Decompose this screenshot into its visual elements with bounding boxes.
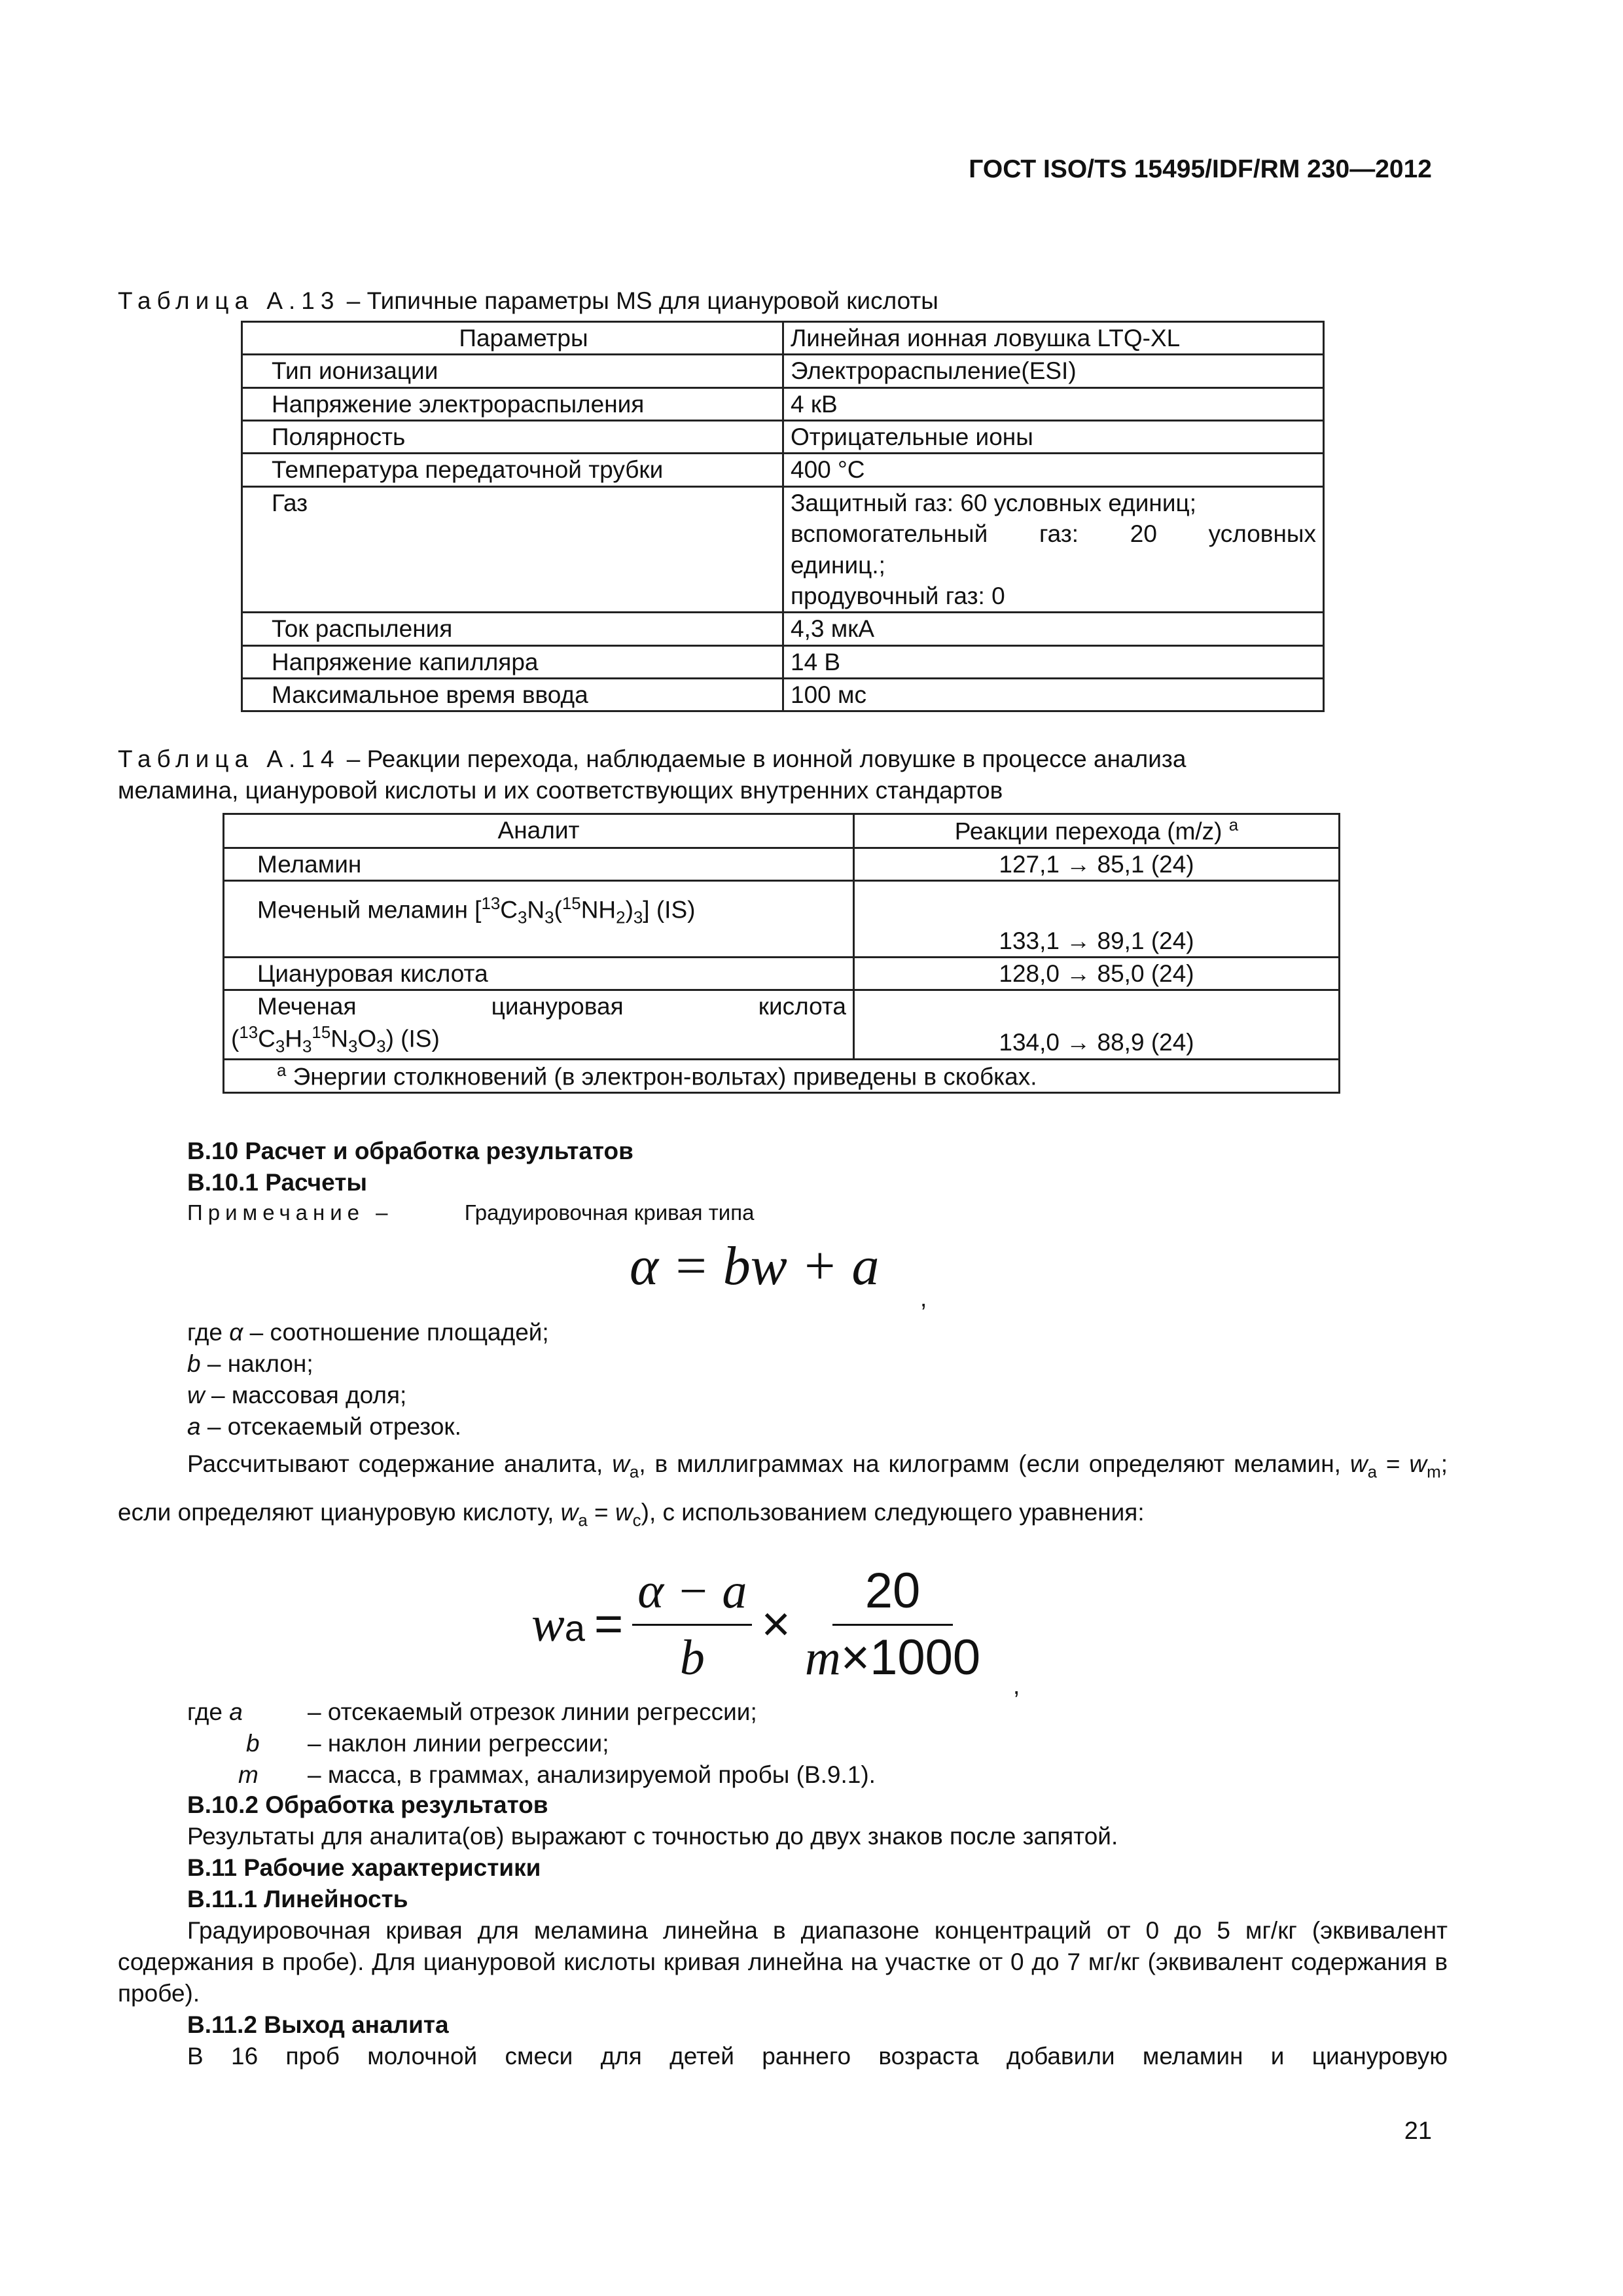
symbol: b	[187, 1350, 201, 1377]
table-footnote	[224, 1059, 1340, 1093]
table14-label: Таблица А.14	[118, 745, 340, 772]
analyte-text: N	[330, 1025, 348, 1052]
definition: – массовая доля;	[204, 1382, 407, 1408]
table13-label: Таблица А.13	[118, 287, 340, 314]
page-number: 21	[1404, 2117, 1432, 2145]
symbol: w	[612, 1450, 630, 1477]
symbol: m	[238, 1761, 259, 1788]
subscript: a	[564, 1607, 585, 1649]
note-label: Примечание –	[187, 1200, 393, 1225]
paragraph-rounding: Результаты для аналита(ов) выражают с точностью до двух знаков после запятой.	[187, 1823, 1118, 1850]
isotope: 15	[562, 895, 581, 914]
table-cell: 400 °С	[783, 454, 1324, 486]
where-word: где	[187, 1698, 230, 1725]
table-cell	[224, 881, 854, 958]
analyte-text: NH	[580, 896, 616, 924]
analyte-text: Меченый меламин [	[257, 896, 482, 924]
definition: – соотношение площадей;	[243, 1319, 549, 1346]
fraction-mass	[800, 1559, 986, 1691]
analyte-text: ) (IS)	[385, 1025, 440, 1052]
subscript: 3	[376, 1037, 386, 1056]
table-cell: Максимальное время ввода	[242, 678, 783, 711]
symbol: b	[246, 1730, 260, 1757]
formula-comma: ,	[1013, 1672, 1020, 1699]
symbol: w	[615, 1499, 633, 1526]
definition: – наклон линии регрессии;	[308, 1730, 609, 1757]
text: Рассчитывают содержание аналита,	[187, 1450, 613, 1477]
table-header-cell: Аналит	[224, 814, 854, 848]
subscript: 3	[348, 1037, 358, 1056]
where-word: где	[187, 1319, 230, 1346]
table-header-row	[224, 814, 1340, 848]
gas-line: единиц.;	[791, 551, 885, 579]
table-cell	[224, 990, 854, 1059]
table-header-cell	[854, 814, 1340, 848]
table-row	[242, 486, 1324, 612]
subscript: 2	[616, 908, 626, 927]
analyte-line: Меченая циануровая кислота	[257, 993, 846, 1020]
formula-lhs	[531, 1592, 585, 1657]
table-row	[224, 958, 1340, 990]
table-cell: 134,0 → 88,9 (24)	[854, 990, 1340, 1059]
analyte-text: )	[625, 896, 633, 924]
document-header: ГОСТ ISO/TS 15495/IDF/RM 230—2012	[969, 155, 1432, 183]
symbol: w	[1409, 1450, 1427, 1477]
table-row	[224, 881, 1340, 958]
isotope: 13	[481, 895, 501, 914]
table-cell-gas	[783, 486, 1324, 612]
table-cell: Меламин	[224, 848, 854, 880]
section-heading: В.10 Расчет и обработка результатов	[187, 1138, 633, 1164]
table-cell: Ток распыления	[242, 613, 783, 645]
text: =	[587, 1499, 615, 1526]
text: ; если определяют циануровую кислоту,	[118, 1450, 1448, 1526]
subscript: 3	[633, 908, 643, 927]
symbol: α	[229, 1319, 243, 1346]
table-cell: Газ	[242, 486, 783, 612]
gas-line: Защитный газ: 60 условных единиц;	[791, 489, 1196, 516]
gas-line: вспомогательный газ: 20 условных	[791, 520, 1316, 548]
numerator: 20	[832, 1559, 954, 1626]
section-heading: В.10.2 Обработка результатов	[187, 1791, 548, 1818]
formula-comma: ,	[920, 1285, 927, 1312]
symbol: w	[187, 1382, 205, 1408]
subscript: m	[1427, 1463, 1441, 1482]
isotope: 15	[312, 1023, 331, 1042]
table-row	[242, 613, 1324, 645]
subscript: a	[578, 1511, 588, 1530]
legend-a2	[187, 1696, 243, 1728]
symbol: a	[187, 1413, 201, 1440]
section-heading: В.11.1 Линейность	[187, 1886, 408, 1912]
text: =	[1377, 1450, 1410, 1477]
denominator	[800, 1626, 986, 1691]
table-cell: Полярность	[242, 421, 783, 454]
numerator: α − a	[632, 1559, 752, 1626]
text: ), с использованием следующего уравнения:	[641, 1499, 1145, 1526]
table-a14	[223, 813, 1340, 1094]
legend-b	[187, 1348, 313, 1380]
subscript: a	[629, 1463, 639, 1482]
table14-title-line2: меламина, циануровой кислоты и их соответствующих внутренних стандартов	[118, 777, 1003, 804]
symbol: w	[1349, 1450, 1368, 1477]
table-cell: 133,1 → 89,1 (24)	[854, 881, 1340, 958]
table-row	[224, 848, 1340, 880]
isotope: 13	[239, 1023, 259, 1042]
table-header-cell: Линейная ионная ловушка LTQ-XL	[783, 322, 1324, 355]
table-footnote-row	[224, 1059, 1340, 1093]
table-row	[242, 678, 1324, 711]
subscript: 3	[302, 1037, 312, 1056]
table-row	[242, 355, 1324, 387]
section-heading: В.11 Рабочие характеристики	[187, 1854, 541, 1881]
table-row	[242, 387, 1324, 420]
table-cell: 100 мс	[783, 678, 1324, 711]
subscript: 3	[275, 1037, 285, 1056]
table-cell: 14 В	[783, 645, 1324, 678]
table-a13	[241, 321, 1325, 712]
number: 1000	[870, 1629, 981, 1685]
table-row	[224, 990, 1340, 1059]
paragraph-calculation	[118, 1444, 1448, 1541]
paragraph-recovery: В 16 проб молочной смеси для детей раннего возраста добавили меламин и циануровую	[187, 2043, 1448, 2070]
analyte-line	[231, 1022, 846, 1058]
table13-caption	[118, 285, 938, 317]
analyte-text: C	[500, 896, 518, 924]
text: , в миллиграммах на килограмм (если определяют меламин,	[639, 1450, 1350, 1477]
fraction-regression	[632, 1559, 752, 1691]
legend-b2	[246, 1728, 260, 1759]
gas-line: продувочный газ: 0	[791, 582, 1005, 609]
definition: – отсекаемый отрезок линии регрессии;	[308, 1698, 757, 1725]
analyte-text: (	[231, 1025, 240, 1052]
note	[187, 1199, 754, 1227]
table-cell: Электрораспыление(ESI)	[783, 355, 1324, 387]
table-row	[242, 421, 1324, 454]
symbol: w	[531, 1596, 565, 1652]
analyte-text: ] (IS)	[643, 896, 696, 924]
footnote-text: Энергии столкновений (в электрон-вольтах) приведены в скобках.	[286, 1062, 1037, 1090]
footnote-ref: a	[1228, 816, 1239, 834]
section-heading: В.10.1 Расчеты	[187, 1169, 367, 1196]
table-cell: 4 кВ	[783, 387, 1324, 420]
table-cell: Тип ионизации	[242, 355, 783, 387]
table-row	[242, 454, 1324, 486]
table-header-cell: Параметры	[242, 322, 783, 355]
formula-calibration: α = bw + a	[630, 1236, 880, 1297]
legend-m	[238, 1759, 259, 1791]
subscript: a	[1367, 1463, 1377, 1482]
analyte-text: O	[357, 1025, 377, 1052]
table-row	[242, 645, 1324, 678]
table-cell: Циануровая кислота	[224, 958, 854, 990]
times-sign: ×	[761, 1596, 791, 1652]
table-cell: Напряжение капилляра	[242, 645, 783, 678]
definition: – отсекаемый отрезок.	[200, 1413, 461, 1440]
note-text: Градуировочная кривая типа	[464, 1200, 755, 1225]
legend-alpha	[187, 1317, 549, 1348]
subscript: 3	[518, 908, 527, 927]
times-sign: ×	[840, 1629, 870, 1685]
formula-content	[531, 1559, 986, 1691]
table14-title: – Реакции перехода, наблюдаемые в ионной ловушке в процессе анализа	[340, 745, 1186, 772]
header-text: Реакции перехода (m/z)	[954, 817, 1229, 845]
table-header-row	[242, 322, 1324, 355]
table-cell: Отрицательные ионы	[783, 421, 1324, 454]
analyte-text: C	[258, 1025, 276, 1052]
table-cell: 127,1 → 85,1 (24)	[854, 848, 1340, 880]
analyte-text: N	[527, 896, 545, 924]
footnote-mark: a	[277, 1061, 287, 1080]
table14-caption	[118, 744, 1186, 806]
section-heading: В.11.2 Выход аналита	[187, 2011, 449, 2038]
legend-w	[187, 1380, 406, 1411]
table-cell: 128,0 → 85,0 (24)	[854, 958, 1340, 990]
table-cell: 4,3 мкА	[783, 613, 1324, 645]
analyte-text: H	[285, 1025, 303, 1052]
subscript: c	[632, 1511, 641, 1530]
subscript: 3	[544, 908, 554, 927]
table13-title: – Типичные параметры MS для циануровой кислоты	[340, 287, 938, 314]
paragraph-linearity: Градуировочная кривая для меламина линейна в диапазоне концентраций от 0 до 5 мг/кг (эквивалент содержания в пробе). Для циануровой кислоты кривая линейна на участке от 0 до 7 мг/кг (эквивалент содержания в пробе).	[118, 1917, 1448, 2007]
analyte-text: (	[554, 896, 562, 924]
definition: – масса, в граммах, анализируемой пробы (В.9.1).	[308, 1761, 876, 1788]
table-cell: Напряжение электрораспыления	[242, 387, 783, 420]
symbol: a	[229, 1698, 243, 1725]
table-cell: Температура передаточной трубки	[242, 454, 783, 486]
symbol: m	[804, 1630, 841, 1685]
symbol: w	[560, 1499, 579, 1526]
legend-a	[187, 1411, 461, 1443]
equals-sign: =	[594, 1596, 624, 1652]
denominator: b	[679, 1630, 705, 1685]
definition: – наклон;	[200, 1350, 313, 1377]
